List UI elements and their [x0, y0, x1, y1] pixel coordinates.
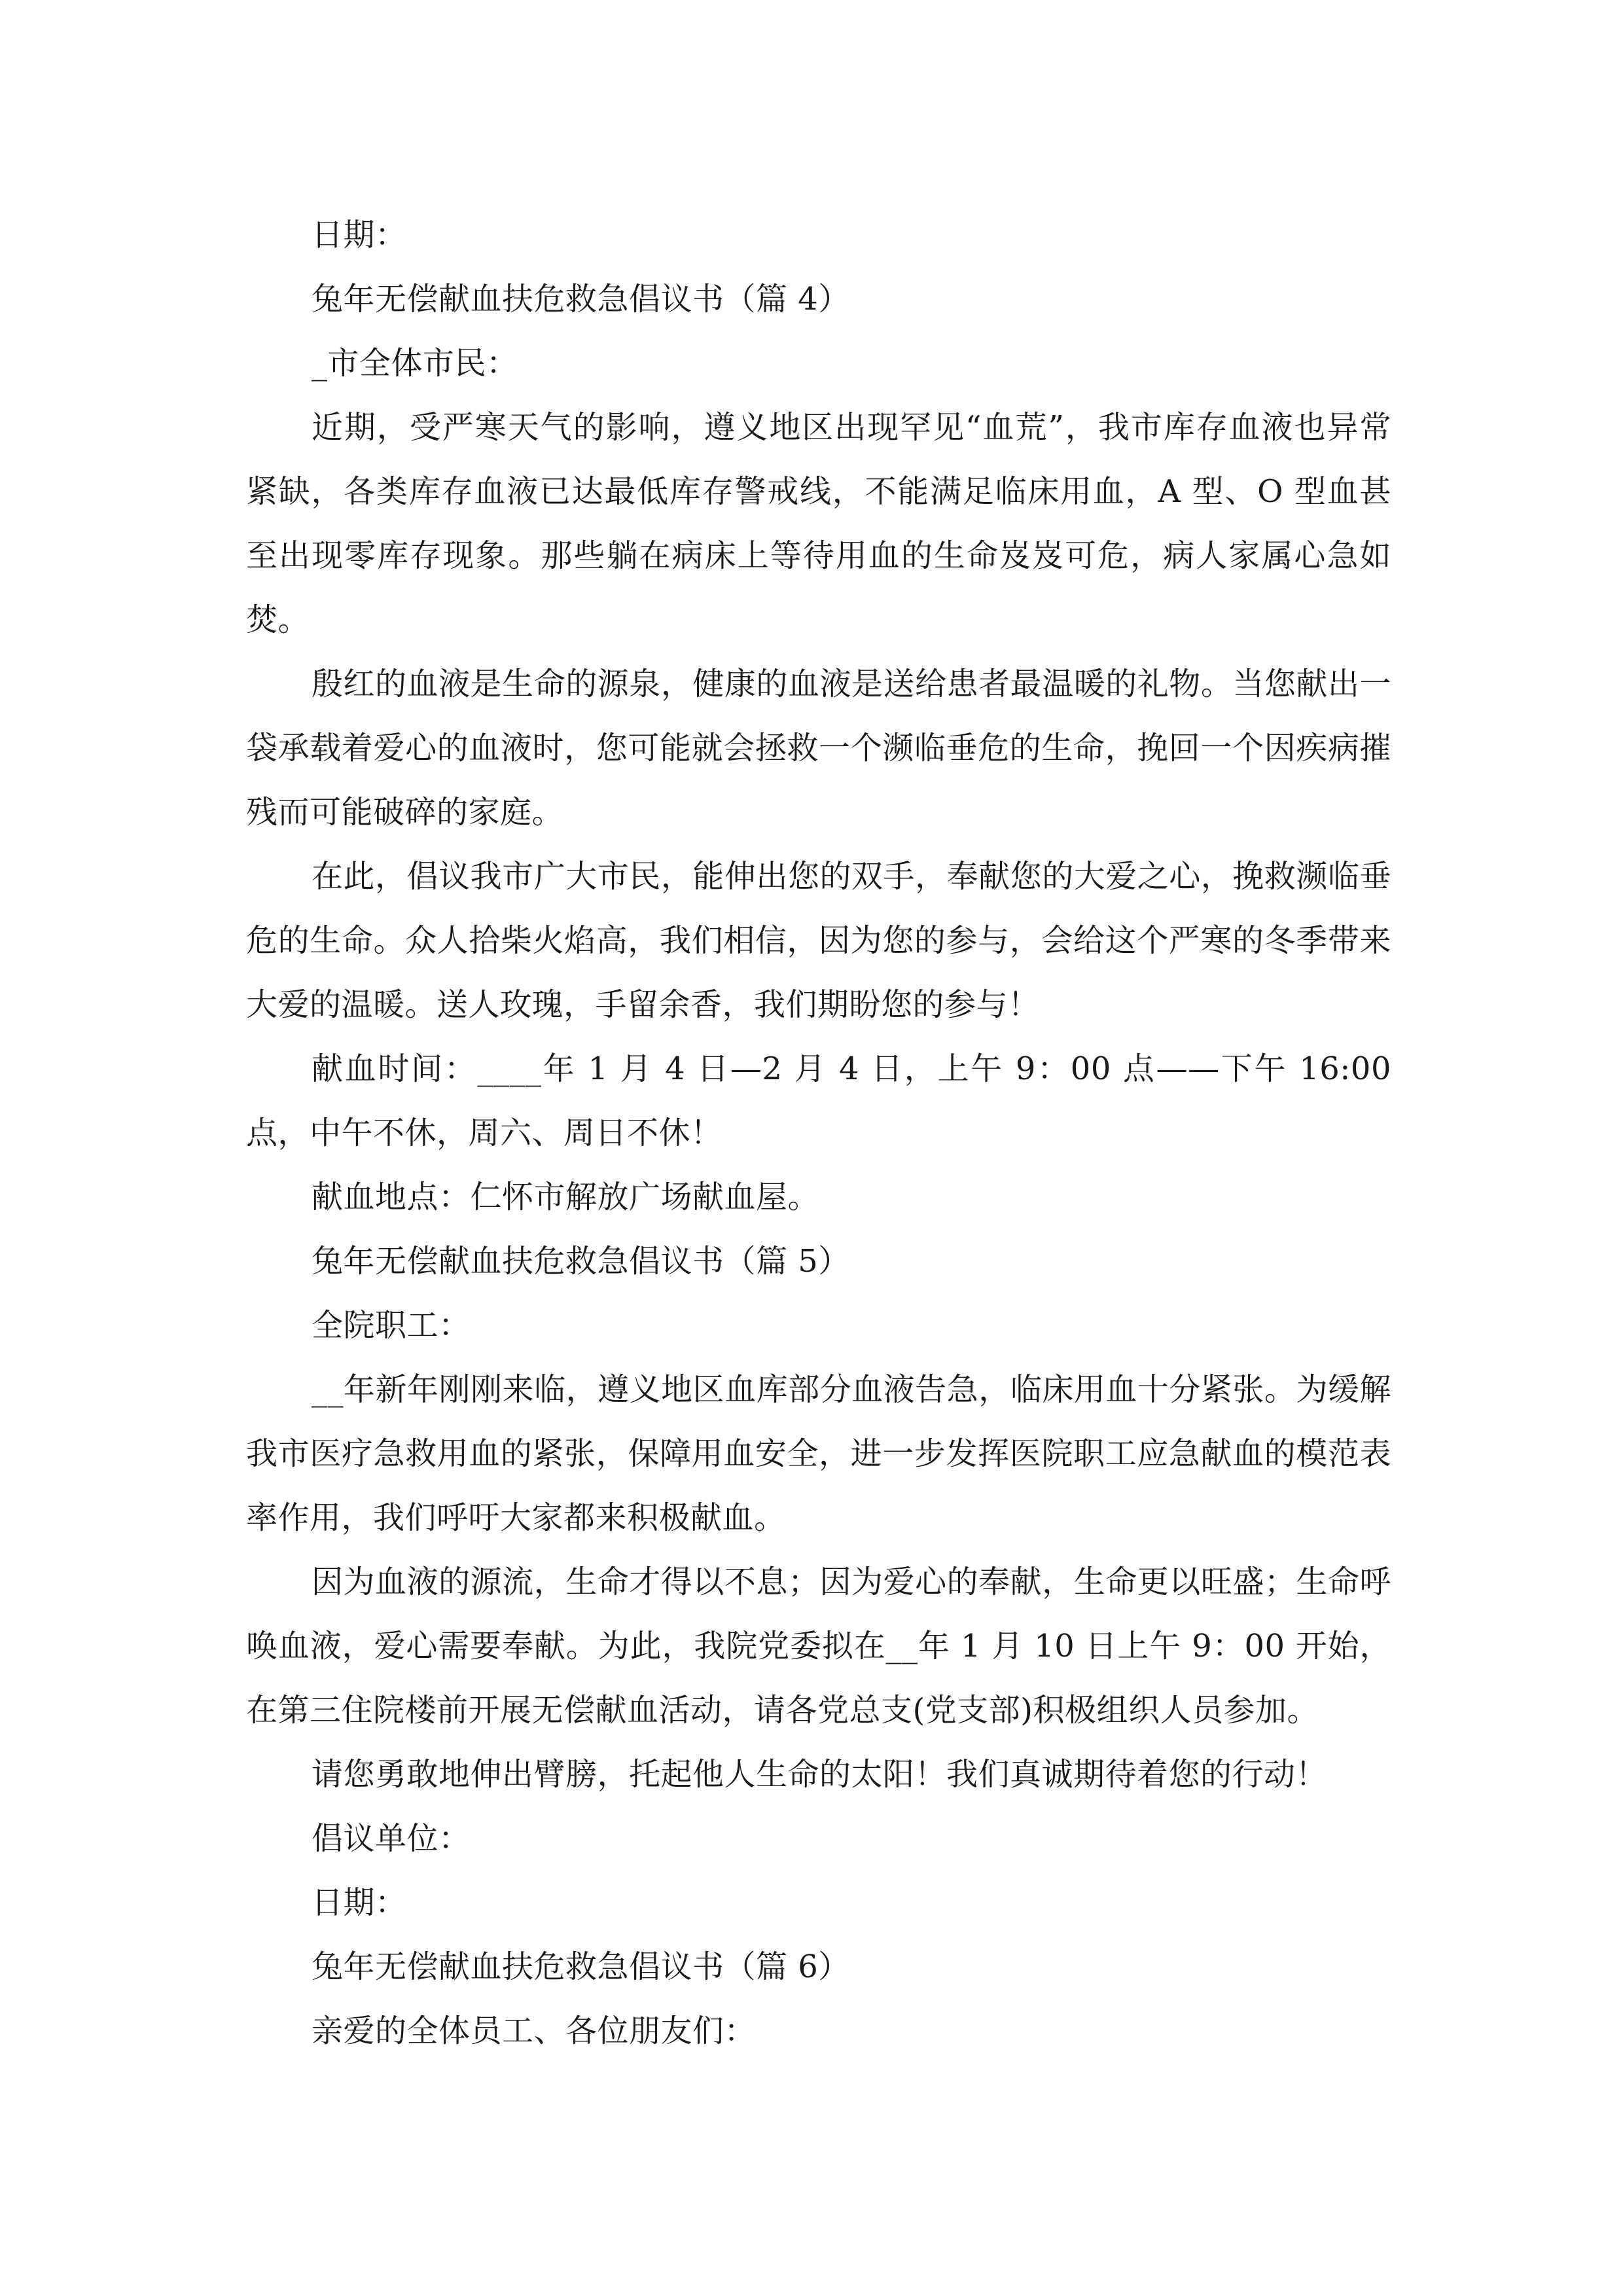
- initiator-label: 倡议单位：: [312, 1820, 471, 1857]
- salutation-employees: 亲爱的全体员工、各位朋友们：: [312, 2013, 757, 2049]
- closing-call: 请您勇敢地伸出臂膀，托起他人生命的太阳！我们真诚期待着您的行动！: [312, 1756, 1328, 1793]
- section-title-6: 兔年无偿献血扶危救急倡议书（篇 6）: [312, 1948, 850, 1985]
- salutation-staff: 全院职工：: [312, 1307, 471, 1344]
- date-label: 日期：: [312, 217, 407, 253]
- salutation-citizens: _市全体市民：: [312, 345, 518, 382]
- donation-location: 献血地点：仁怀市解放广场献血屋。: [312, 1179, 820, 1215]
- paragraph-blood-shortage: 近期，受严寒天气的影响，遵义地区出现罕见“血荒”，我市库存血液也异常紧缺，各类库存血液已达最低库存警戒线，不能满足临床用血，A 型、O 型血甚至出现零库存现象。那些躺在病床上等待用血的生命岌岌可危，病人家属心急如焚。: [246, 409, 1391, 638]
- section-title-5: 兔年无偿献血扶危救急倡议书（篇 5）: [312, 1243, 850, 1280]
- paragraph-donation-event: 因为血液的源流，生命才得以不息；因为爱心的奉献，生命更以旺盛；生命呼唤血液，爱心需要奉献。为此，我院党委拟在__年 1 月 10 日上午 9：00 开始，在第三住院楼前开展无偿献血活动，请各党总支(党支部)积极组织人员参加。: [246, 1564, 1391, 1729]
- paragraph-new-year-shortage: __年新年刚刚来临，遵义地区血库部分血液告急，临床用血十分紧张。为缓解我市医疗急救用血的紧张，保障用血安全，进一步发挥医院职工应急献血的模范表率作用，我们呼吁大家都来积极献血。: [246, 1371, 1391, 1536]
- paragraph-donation-time: 献血时间：____年 1 月 4 日—2 月 4 日，上午 9：00 点——下午 16:00 点，中午不休，周六、周日不休！: [246, 1050, 1391, 1151]
- date-label-2: 日期：: [312, 1884, 407, 1921]
- paragraph-blood-source-of-life: 殷红的血液是生命的源泉，健康的血液是送给患者最温暖的礼物。当您献出一袋承载着爱心的血液时，您可能就会拯救一个濒临垂危的生命，挽回一个因疾病摧残而可能破碎的家庭。: [246, 666, 1391, 831]
- section-title-4: 兔年无偿献血扶危救急倡议书（篇 4）: [312, 281, 850, 317]
- paragraph-appeal: 在此，倡议我市广大市民，能伸出您的双手，奉献您的大爱之心，挽救濒临垂危的生命。众人拾柴火焰高，我们相信，因为您的参与，会给这个严寒的冬季带来大爱的温暖。送人玫瑰，手留余香，我们期盼您的参与！: [246, 858, 1391, 1023]
- document-body: [246, 203, 1391, 2063]
